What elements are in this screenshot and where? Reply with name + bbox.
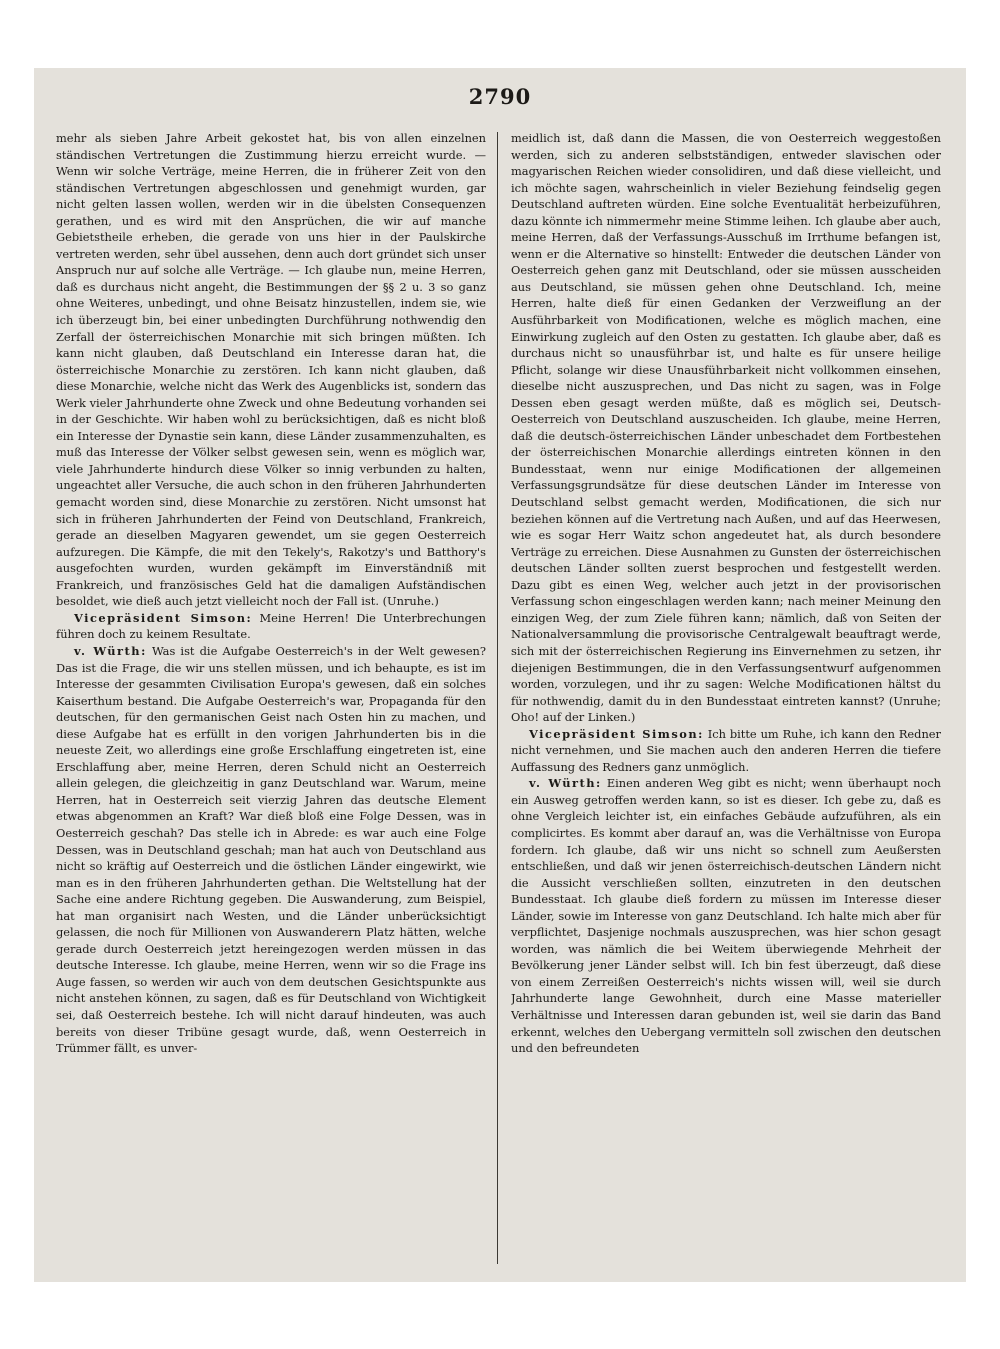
- speaker-name: Vicepräsident Simson:: [74, 610, 253, 625]
- paragraph-text: mehr als sieben Jahre Arbeit gekostet hat, bis von allen einzelnen ständischen Vertretungen die Zustimmung hierzu erreicht wurde. — Wenn wir solche Verträge, meine Herren, die in früherer Zeit von den ständischen Vertretungen abgeschlossen und genehmigt wurden, gar nicht gelten lassen wollen, werden wir in die übelsten Consequenzen gerathen, und es wird mit den Ansprüchen, die wir auf manche Gebietstheile erheben, die gerade von uns hier in der Paulskirche vertreten werden, sehr übel aussehen, denn auch dort gründet sich unser Anspruch nur auf solche alle Verträge. — Ich glaube nun, meine Herren, daß es durchaus nicht angeht, die Bestimmungen der §§ 2 u. 3 so ganz ohne Weiteres, unbedingt, und ohne Beisatz hinzustellen, indem sie, wie ich überzeugt bin, bei einer unbedingten Durchführung nothwendig den Zerfall der österreichischen Monarchie mit sich bringen müßten. Ich kann nicht glauben, daß Deutschland ein Interesse daran hat, die österreichische Monarchie zu zerstören. Ich kann nicht glauben, daß diese Monarchie, welche nicht das Werk des Augenblicks ist, sondern das Werk vieler Jahrhunderte ohne Zweck und ohne Bedeutung vorhanden sei in der Geschichte. Wir haben wohl zu berücksichtigen, daß es nicht bloß ein Interesse der Dynastie sein kann, diese Länder zusammenzuhalten, es muß das Interesse der Völker selbst gewesen sein, wenn es möglich war, viele Jahrhunderte hindurch diese Völker so innig verbunden zu halten, ungeachtet aller Versuche, die auch schon in den früheren Jahrhunderten gemacht worden sind, diese Monarchie zu zerstören. Nicht umsonst hat sich in früheren Jahrhunderten der Feind von Deutschland, Frankreich, gerade an dieselben Magyaren gewendet, um sie gegen Oesterreich aufzuregen. Die Kämpfe, die mit den Tekely's, Rakotzy's und Batthory's ausgefochten wurden, wurden gekämpft im Einverständniß mit Frankreich, und französisches Geld hat die damaligen Aufständischen besoldet, wie dieß auch jetzt vielleicht noch der Fall ist. (Unruhe.): [56, 131, 486, 609]
- speaker-name: v. Würth:: [529, 776, 602, 791]
- paragraph: [511, 775, 941, 1056]
- speaker-name: Vicepräsident Simson:: [529, 726, 704, 741]
- paragraph-text: Was ist die Aufgabe Oesterreich's in der Welt gewesen? Das ist die Frage, die wir uns stellen müssen, und ich behaupte, es ist im Interesse der gesammten Civilisation Europa's gewesen, daß ein solches Kaiserthum bestand. Die Aufgabe Oesterreich's war, Propaganda für den deutschen, für den germanischen Geist nach Osten hin zu machen, und diese Aufgabe hat es erfüllt in den vorigen Jahrhunderten bis in die neueste Zeit, wo allerdings eine große Erschlaffung eingetreten ist, eine Erschlaffung aber, meine Herren, deren Schuld nicht an Oesterreich allein gelegen, die gleichzeitig in ganz Deutschland war. Warum, meine Herren, hat in Oesterreich seit vierzig Jahren das deutsche Element etwas abgenommen an Kraft? War dieß bloß eine Folge Dessen, was in Oesterreich geschah? Das stelle ich in Abrede: es war auch eine Folge Dessen, was in Deutschland geschah; man hat auch von Deutschland aus nicht so kräftig auf Oesterreich und die östlichen Länder eingewirkt, wie man es in den früheren Jahrhunderten gethan. Die Weltstellung hat der Sache eine andere Richtung gegeben. Die Auswanderung, zum Beispiel, hat man organisirt nach Westen, und die Länder unberücksichtigt gelassen, die noch für Millionen von Auswanderern Platz hätten, welche gerade durch Oesterreich jetzt hereingezogen werden müssen in das deutsche Interesse. Ich glaube, meine Herren, wenn wir so die Frage ins Auge fassen, so werden wir auch von dem deutschen Gesichtspunkte aus nicht anstehen können, zu sagen, daß es für Deutschland von Wichtigkeit sei, daß Oesterreich bestehe. Ich will nicht darauf hindeuten, was auch bereits von dieser Tribüne gesagt wurde, daß, wenn Oesterreich in Trümmer fällt, es unver-: [56, 643, 486, 1056]
- paragraph: [56, 610, 486, 643]
- right-column: [511, 130, 941, 1270]
- column-divider: [497, 132, 498, 1264]
- paragraph: [511, 726, 941, 776]
- paragraph-text: Meine Herren! Die Unterbrechungen führen doch zu keinem Resultate.: [56, 610, 486, 642]
- paragraph-text: Ich bitte um Ruhe, ich kann den Redner nicht vernehmen, und Sie machen auch den anderen Herren die tiefere Auffassung des Redners ganz unmöglich.: [511, 726, 941, 774]
- paragraph: [511, 130, 941, 726]
- paragraph-text: meidlich ist, daß dann die Massen, die von Oesterreich weggestoßen werden, sich zu anderen selbstständigen, entweder slavischen oder magyarischen Reichen wieder consolidiren, und daß diese vielleicht, und ich möchte sagen, wahrscheinlich in vieler Beziehung feindselig gegen Deutschland auftreten würden. Eine solche Eventualität herbeizuführen, dazu könnte ich nimmermehr meine Stimme leihen. Ich glaube aber auch, meine Herren, daß der Verfassungs-Ausschuß im Irrthume befangen ist, wenn er die Alternative so hinstellt: Entweder die deutschen Länder von Oesterreich gehen ganz mit Deutschland, oder sie müssen ausscheiden aus Deutschland, sie müssen gehen ohne Deutschland. Ich, meine Herren, halte dieß für einen Gedanken der Verzweiflung an der Ausführbarkeit von Modificationen, welche es möglich machen, eine Einwirkung zugleich auf den Osten zu gestatten. Ich glaube aber, daß es durchaus nicht so unausführbar ist, und halte es für unsere heilige Pflicht, solange wir diese Unausführbarkeit nicht vollkommen einsehen, dieselbe nicht auszusprechen, und Das nicht zu sagen, was in Folge Dessen eben gesagt werden müßte, daß es möglich sei, Deutsch-Oesterreich von Deutschland auszuscheiden. Ich glaube, meine Herren, daß die deutsch-österreichischen Länder unbeschadet dem Fortbestehen der österreichischen Monarchie allerdings eintreten können in den Bundesstaat, wenn nur einige Modificationen der allgemeinen Verfassungsgrundsätze für diese deutschen Länder im Interesse von Deutschland selbst gemacht werden, Modificationen, die sich nur beziehen können auf die Vertretung nach Außen, und auf das Heerwesen, wie es sogar Herr Waitz schon angedeutet hat, als durch besondere Verträge zu erreichen. Diese Ausnahmen zu Gunsten der österreichischen deutschen Länder sollten zuerst besprochen und festgestellt werden. Dazu gibt es einen Weg, welcher auch jetzt in der provisorischen Verfassung schon eingeschlagen werden kann; nach meiner Meinung den einzigen Weg, der zum Ziele führen kann; nämlich, daß von Seiten der Nationalversammlung die provisorische Centralgewalt beauftragt werde, sich mit der österreichischen Regierung ins Einvernehmen zu setzen, ihr diejenigen Bestimmungen, die in den Verfassungsentwurf aufgenommen worden, vorzulegen, und ihr zu sagen: Welche Modificationen hältst du für nothwendig, damit du in den Bundesstaat eintreten kannst? (Unruhe; Oho! auf der Linken.): [511, 131, 941, 725]
- page-number: 2790: [468, 84, 532, 109]
- paragraph: [56, 643, 486, 1057]
- speaker-name: v. Würth:: [74, 643, 147, 658]
- scanned-page: [34, 68, 966, 1282]
- paragraph: [56, 130, 486, 610]
- left-column: [56, 130, 486, 1270]
- paragraph-text: Einen anderen Weg gibt es nicht; wenn überhaupt noch ein Ausweg getroffen werden kann, so ist es dieser. Ich gebe zu, daß es ohne Vergleich leichter ist, ein einfaches Gebäude aufzuführen, als ein complicirtes. Es kommt aber darauf an, was die Verhältnisse von Europa fordern. Ich glaube, daß wir uns nicht so schnell zum Aeußersten entschließen, und daß wir jenen österreichisch-deutschen Ländern nicht die Aussicht verschließen sollten, einzutreten in den deutschen Bundesstaat. Ich glaube dieß fordern zu müssen im Interesse dieser Länder, sowie im Interesse von ganz Deutschland. Ich halte mich aber für verpflichtet, Dasjenige nochmals auszusprechen, was hier schon gesagt worden, was nämlich die bei Weitem überwiegende Mehrheit der Bevölkerung jener Länder selbst will. Ich bin fest überzeugt, daß diese von einem Zerreißen Oesterreich's nichts wissen will, weil sie durch Jahrhunderte lange Gewohnheit, durch eine Masse materieller Verhältnisse und Interessen daran gebunden ist, weil sie darin das Band erkennt, welches den Uebergang vermitteln soll zwischen den deutschen und den befreundeten: [511, 776, 941, 1056]
